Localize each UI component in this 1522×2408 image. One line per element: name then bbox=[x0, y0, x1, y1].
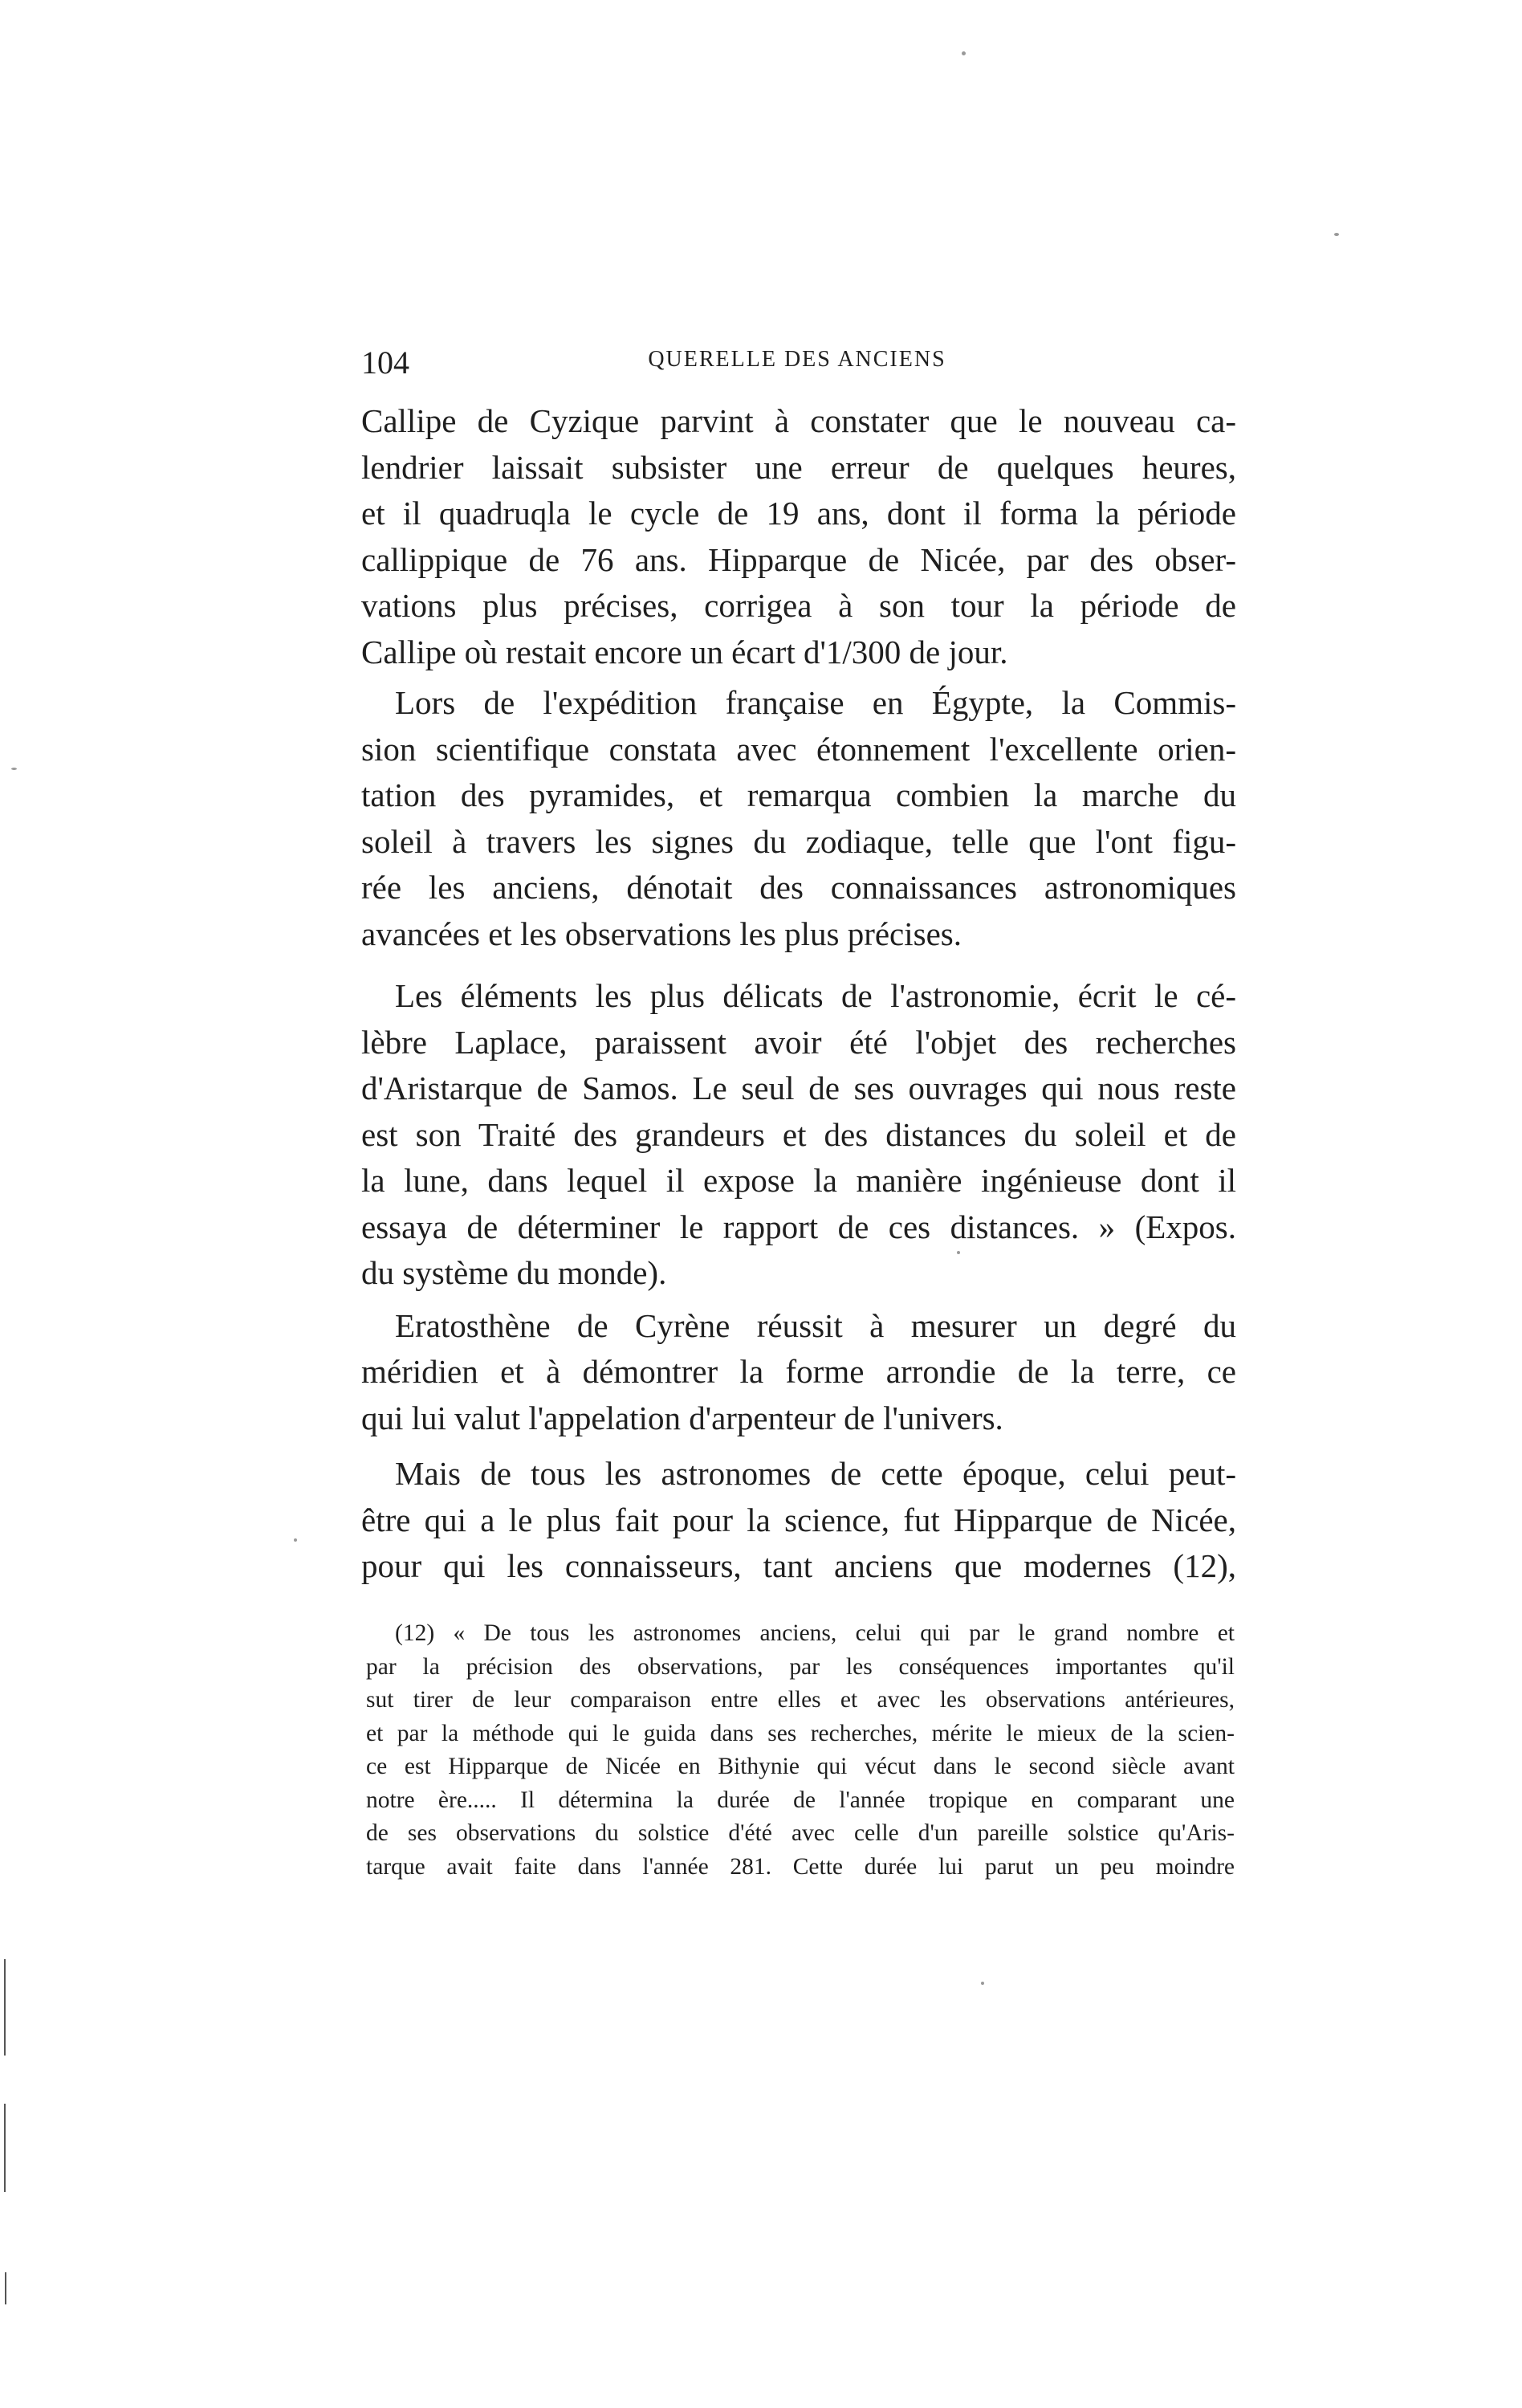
text-line: lendrier laissait subsister une erreur de quelques heures, bbox=[361, 448, 1236, 486]
text-line: rée les anciens, dénotait des connaissances astronomiques bbox=[361, 869, 1236, 906]
text-line: Callipe où restait encore un écart d'1/300 de jour. bbox=[361, 633, 1008, 670]
running-head: QUERELLE DES ANCIENS bbox=[648, 347, 946, 372]
margin-mark bbox=[4, 1959, 6, 2056]
footnote-line: et par la méthode qui le guida dans ses recherches, mérite le mieux de la scien- bbox=[366, 1720, 1235, 1746]
text-line: d'Aristarque de Samos. Le seul de ses ouvrages qui nous reste bbox=[361, 1070, 1236, 1106]
text-line: et il quadruqla le cycle de 19 ans, dont il forma la période bbox=[361, 495, 1236, 532]
footnote-line: par la précision des observations, par les conséquences importantes qu'il bbox=[366, 1653, 1235, 1680]
text-line: être qui a le plus fait pour la science, fut Hipparque de Nicée, bbox=[361, 1501, 1236, 1538]
main-text bbox=[361, 398, 1236, 1590]
text-line: sion scientifique constata avec étonnement l'excellente orien- bbox=[361, 730, 1236, 768]
text-line: Eratosthène de Cyrène réussit à mesurer un degré du bbox=[395, 1306, 1236, 1344]
text-line: tation des pyramides, et remarqua combien la marche du bbox=[361, 776, 1236, 813]
footnote-line: tarque avait faite dans l'année 281. Cette durée lui parut un peu moindre bbox=[366, 1853, 1235, 1880]
margin-mark bbox=[5, 2272, 6, 2304]
text-line: callippique de 76 ans. Hipparque de Nicée, par des obser- bbox=[361, 540, 1236, 578]
page-number: 104 bbox=[361, 344, 409, 381]
scan-speck bbox=[1334, 233, 1339, 236]
text-line: soleil à travers les signes du zodiaque, telle que l'ont figu- bbox=[361, 822, 1236, 860]
scan-speck bbox=[11, 768, 17, 770]
margin-mark bbox=[4, 2104, 6, 2192]
footnote-line: de ses observations du solstice d'été avec celle d'un pareille solstice qu'Aris- bbox=[366, 1820, 1235, 1846]
text-line: vations plus précises, corrigea à son tour la période de bbox=[361, 587, 1236, 624]
scan-speck bbox=[957, 1251, 960, 1254]
text-line: Callipe de Cyzique parvint à constater que le nouveau ca- bbox=[361, 402, 1236, 439]
page-header bbox=[361, 344, 1233, 392]
scan-speck bbox=[962, 51, 966, 55]
text-line: avancées et les observations les plus précises. bbox=[361, 915, 962, 952]
text-line: est son Traité des grandeurs et des distances du soleil et de bbox=[361, 1115, 1236, 1153]
text-line: méridien et à démontrer la forme arrondie de la terre, ce bbox=[361, 1353, 1236, 1390]
text-line: du système du monde). bbox=[361, 1254, 667, 1291]
text-line: qui lui valut l'appelation d'arpenteur de l'univers. bbox=[361, 1399, 1003, 1436]
text-line: Les éléments les plus délicats de l'astronomie, écrit le cé- bbox=[395, 977, 1236, 1014]
footnote-line: sut tirer de leur comparaison entre elles et avec les observations antérieures, bbox=[366, 1687, 1235, 1713]
text-line: Lors de l'expédition française en Égypte, la Commis- bbox=[395, 684, 1236, 721]
footnote-line: ce est Hipparque de Nicée en Bithynie qui vécut dans le second siècle avant bbox=[366, 1754, 1235, 1779]
text-line: lèbre Laplace, paraissent avoir été l'objet des recherches bbox=[361, 1023, 1236, 1061]
footnote-line: notre ère..... Il détermina la durée de l'année tropique en comparant une bbox=[366, 1787, 1235, 1813]
text-line: Mais de tous les astronomes de cette époque, celui peut- bbox=[395, 1455, 1236, 1492]
text-line: essaya de déterminer le rapport de ces distances. » (Expos. bbox=[361, 1208, 1236, 1245]
scan-speck bbox=[981, 1982, 984, 1985]
footnote bbox=[366, 1617, 1235, 1884]
text-line: pour qui les connaisseurs, tant anciens que modernes (12), bbox=[361, 1547, 1236, 1584]
scan-speck bbox=[294, 1538, 297, 1542]
footnote-line: (12) « De tous les astronomes anciens, celui qui par le grand nombre et bbox=[395, 1620, 1235, 1646]
text-line: la lune, dans lequel il expose la manière ingénieuse dont il bbox=[361, 1162, 1236, 1199]
